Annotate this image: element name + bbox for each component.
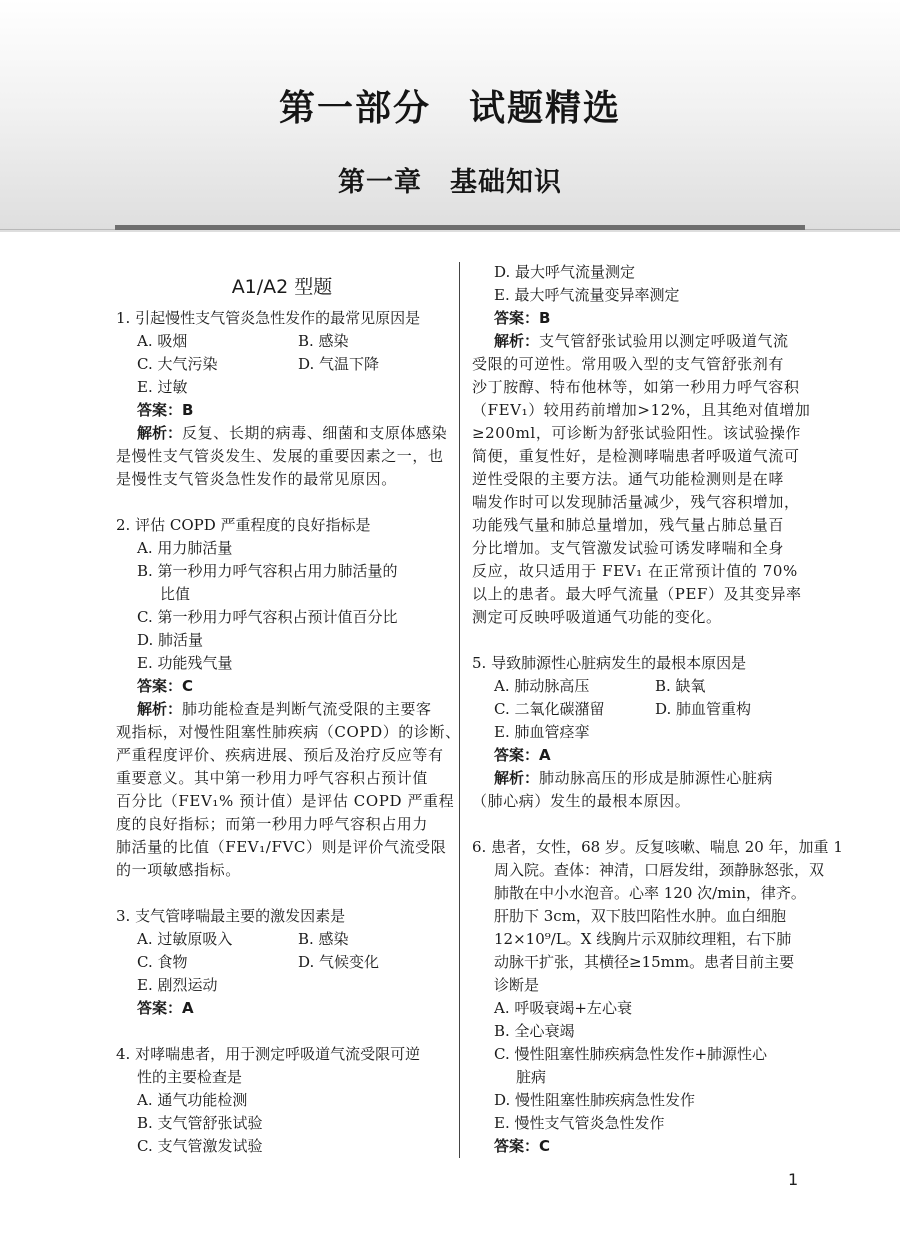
q5-option-d: D. 肺血管重构	[655, 700, 752, 718]
q6-answer-value: C	[539, 1137, 551, 1155]
q1-option-a: A. 吸烟	[137, 332, 188, 350]
q3-answer-value: A	[182, 999, 194, 1017]
q5-explanation-line	[494, 768, 773, 788]
q1-explanation-text: 反复、长期的病毒、细菌和支原体感染	[182, 424, 448, 442]
header-divider-thick	[115, 225, 805, 230]
q4-explanation-line: 反应，故只适用于 FEV₁ 在正常预计值的 70%	[472, 562, 798, 580]
q2-explanation-line: 严重程度评价、疾病进展、预后及治疗反应等有	[116, 746, 444, 764]
q1-answer	[137, 400, 193, 420]
q4-explanation-text: 支气管舒张试验用以测定呼吸道气流	[539, 332, 789, 350]
q6-stem-cont: 周入院。查体：神清，口唇发绀，颈静脉怒张，双	[494, 861, 825, 879]
q4-option-e: E. 最大呼气流量变异率测定	[494, 286, 680, 304]
q4-explanation-line	[494, 331, 789, 351]
q2-option-d: D. 肺活量	[137, 631, 204, 649]
q2-option-b: B. 第一秒用力呼气容积占用力肺活量的	[137, 562, 398, 580]
q4-stem-cont: 性的主要检查是	[137, 1068, 243, 1086]
q6-stem-cont: 12×10⁹/L。X 线胸片示双肺纹理粗，右下肺	[494, 930, 792, 948]
q4-answer	[494, 308, 550, 328]
part-title: 第一部分 试题精选	[278, 87, 621, 129]
answer-label: 答案：	[137, 677, 183, 695]
q4-explanation-line: 功能残气量和肺总量增加，残气量占肺总量百	[472, 516, 785, 534]
q2-explanation-line: 度的良好指标；而第一秒用力呼气容积占用力	[116, 815, 429, 833]
q1-option-b: B. 感染	[298, 332, 349, 350]
q5-explanation-text: 肺动脉高压的形成是肺源性心脏病	[539, 769, 774, 787]
q2-explanation-text: 肺功能检查是判断气流受限的主要客	[182, 700, 432, 718]
q6-stem-cont: 肺散在中小水泡音。心率 120 次/min，律齐。	[494, 884, 806, 902]
q6-option-b: B. 全心衰竭	[494, 1022, 575, 1040]
q2-explanation-line	[137, 699, 432, 719]
q6-option-d: D. 慢性阻塞性肺疾病急性发作	[494, 1091, 696, 1109]
q4-explanation-line: 以上的患者。最大呼气流量（PEF）及其变异率	[472, 585, 802, 603]
q2-option-e: E. 功能残气量	[137, 654, 233, 672]
q5-explanation-line: （肺心病）发生的最根本原因。	[472, 792, 691, 810]
chapter-title: 第一章 基础知识	[338, 167, 562, 198]
q1-option-e: E. 过敏	[137, 378, 188, 396]
q1-explanation-line: 是慢性支气管炎发生、发展的重要因素之一，也	[116, 447, 444, 465]
q6-stem: 6. 患者，女性，68 岁。反复咳嗽、喘息 20 年，加重 1	[472, 838, 843, 856]
q6-option-c-cont: 脏病	[516, 1068, 547, 1086]
q1-answer-value: B	[182, 401, 194, 419]
q5-answer-value: A	[539, 746, 551, 764]
q4-explanation-line: 沙丁胺醇、特布他林等，如第一秒用力呼气容积	[472, 378, 800, 396]
q4-option-d: D. 最大呼气流量测定	[494, 263, 636, 281]
q5-option-b: B. 缺氧	[655, 677, 706, 695]
q4-answer-value: B	[539, 309, 551, 327]
q6-stem-cont: 诊断是	[494, 976, 540, 994]
explanation-label: 解析：	[494, 769, 540, 787]
answer-label: 答案：	[137, 999, 183, 1017]
q4-explanation-line: 喘发作时可以发现肺活量减少，残气容积增加，	[472, 493, 800, 511]
q4-explanation-line: 逆性受限的主要方法。通气功能检测则是在哮	[472, 470, 785, 488]
q1-option-d: D. 气温下降	[298, 355, 380, 373]
q4-option-a: A. 通气功能检测	[137, 1091, 248, 1109]
q5-stem: 5. 导致肺源性心脏病发生的最根本原因是	[472, 654, 747, 672]
q3-option-c: C. 食物	[137, 953, 188, 971]
q2-explanation-line: 的一项敏感指标。	[116, 861, 241, 879]
q2-answer	[137, 676, 193, 696]
q1-option-c: C. 大气污染	[137, 355, 218, 373]
q4-explanation-line: （FEV₁）较用药前增加>12%，且其绝对值增加	[472, 401, 811, 419]
q3-stem: 3. 支气管哮喘最主要的激发因素是	[116, 907, 346, 925]
q6-option-c: C. 慢性阻塞性肺疾病急性发作+肺源性心	[494, 1045, 768, 1063]
q2-answer-value: C	[182, 677, 194, 695]
q4-explanation-line: 分比增加。支气管激发试验可诱发哮喘和全身	[472, 539, 785, 557]
q6-answer	[494, 1136, 550, 1156]
q3-answer	[137, 998, 194, 1018]
q5-option-c: C. 二氧化碳潴留	[494, 700, 605, 718]
explanation-label: 解析：	[137, 424, 183, 442]
page-number: 1	[788, 1170, 799, 1189]
q5-option-a: A. 肺动脉高压	[494, 677, 590, 695]
q6-stem-cont: 肝肋下 3cm，双下肢凹陷性水肿。血白细胞	[494, 907, 786, 925]
answer-label: 答案：	[494, 309, 540, 327]
column-divider	[459, 262, 460, 1158]
q4-explanation-line: 受限的可逆性。常用吸入型的支气管舒张剂有	[472, 355, 785, 373]
q6-option-e: E. 慢性支气管炎急性发作	[494, 1114, 665, 1132]
q2-option-b-cont: 比值	[160, 585, 191, 603]
q3-option-b: B. 感染	[298, 930, 349, 948]
q4-stem: 4. 对哮喘患者，用于测定呼吸道气流受限可逆	[116, 1045, 421, 1063]
q4-explanation-line: 简便，重复性好，是检测哮喘患者呼吸道气流可	[472, 447, 800, 465]
section-title: A1/A2 型题	[231, 276, 333, 298]
q4-option-b: B. 支气管舒张试验	[137, 1114, 263, 1132]
q5-option-e: E. 肺血管痉挛	[494, 723, 590, 741]
explanation-label: 解析：	[137, 700, 183, 718]
q4-explanation-line: ≥200ml，可诊断为舒张试验阳性。该试验操作	[472, 424, 802, 442]
q2-option-c: C. 第一秒用力呼气容积占预计值百分比	[137, 608, 398, 626]
q3-option-d: D. 气候变化	[298, 953, 380, 971]
q4-explanation-line: 测定可反映呼吸道通气功能的变化。	[472, 608, 722, 626]
explanation-label: 解析：	[494, 332, 540, 350]
q1-explanation-line: 是慢性支气管炎急性发作的最常见原因。	[116, 470, 397, 488]
q3-option-e: E. 剧烈运动	[137, 976, 218, 994]
q2-explanation-line: 肺活量的比值（FEV₁/FVC）则是评价气流受限	[116, 838, 447, 856]
q2-option-a: A. 用力肺活量	[137, 539, 233, 557]
q2-stem: 2. 评估 COPD 严重程度的良好指标是	[116, 516, 371, 534]
q1-stem: 1. 引起慢性支气管炎急性发作的最常见原因是	[116, 309, 421, 327]
q6-stem-cont: 动脉干扩张，其横径≥15mm。患者目前主要	[494, 953, 795, 971]
q2-explanation-line: 观指标，对慢性阻塞性肺疾病（COPD）的诊断、	[116, 723, 461, 741]
q2-explanation-line: 百分比（FEV₁% 预计值）是评估 COPD 严重程	[116, 792, 455, 810]
q2-explanation-line: 重要意义。其中第一秒用力呼气容积占预计值	[116, 769, 429, 787]
q1-explanation-line	[137, 423, 447, 443]
q6-option-a: A. 呼吸衰竭+左心衰	[494, 999, 632, 1017]
q4-option-c: C. 支气管激发试验	[137, 1137, 263, 1155]
answer-label: 答案：	[494, 746, 540, 764]
q3-option-a: A. 过敏原吸入	[137, 930, 233, 948]
q5-answer	[494, 745, 551, 765]
answer-label: 答案：	[494, 1137, 540, 1155]
answer-label: 答案：	[137, 401, 183, 419]
